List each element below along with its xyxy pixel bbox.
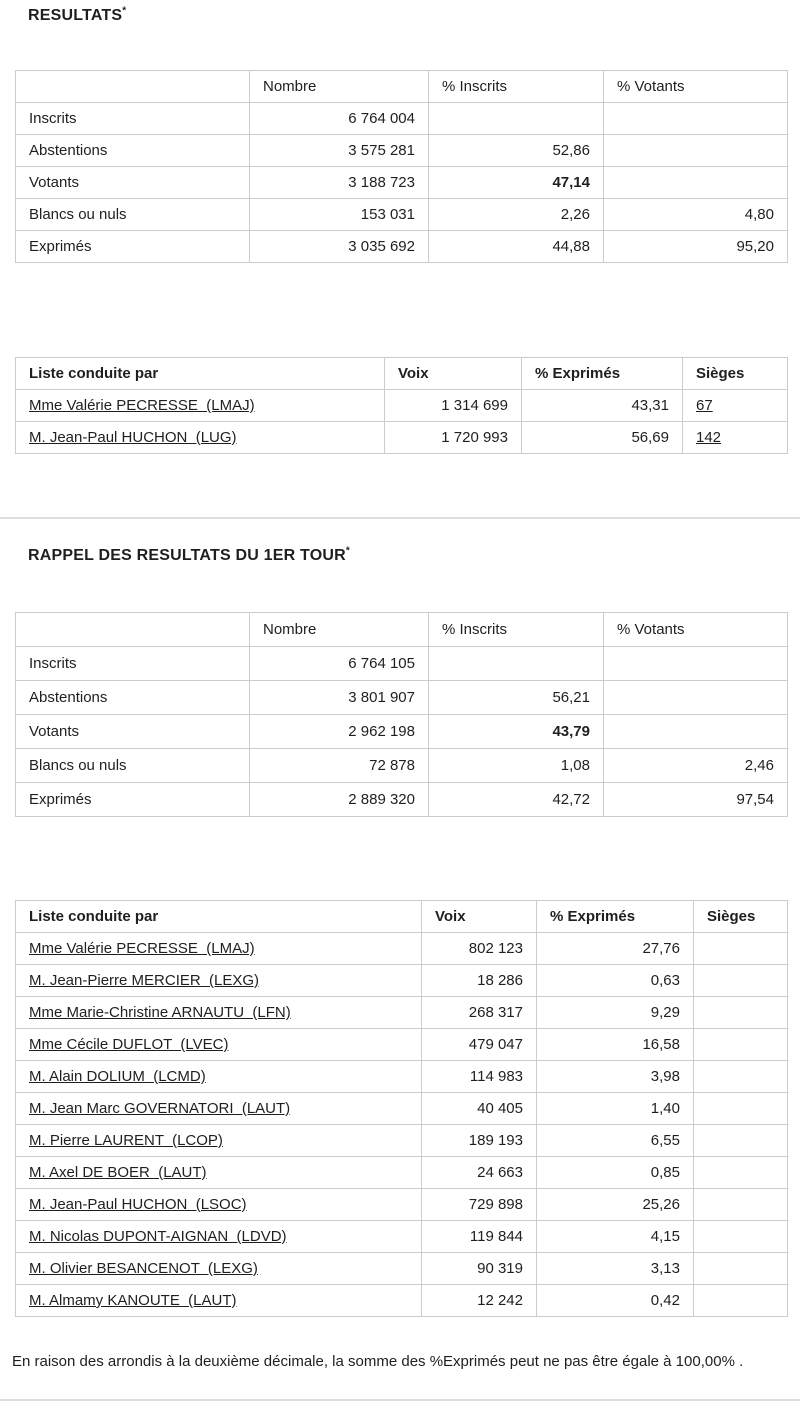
table-row [16,1093,788,1125]
col-header-voix: Voix [385,358,522,390]
pct-exprimes-cell: 0,63 [537,965,694,997]
pct-exprimes-cell: 3,98 [537,1061,694,1093]
col-header-sieges: Sièges [694,901,788,933]
results-summary-table [15,70,788,263]
table-row [16,1253,788,1285]
candidate-link[interactable]: M. Nicolas DUPONT-AIGNAN (LDVD) [29,1228,287,1245]
sieges-cell [694,1221,788,1253]
table-row [16,1157,788,1189]
first-round-heading [28,547,350,565]
table-row [16,135,788,167]
voix-cell: 90 319 [422,1253,537,1285]
pct-exprimes-cell: 9,29 [537,997,694,1029]
col-header-liste: Liste conduite par [16,901,422,933]
pct-inscrits-cell: 43,79 [429,715,604,749]
pct-votants-cell: 2,46 [604,749,788,783]
voix-cell: 119 844 [422,1221,537,1253]
first-round-heading-asterisk: * [345,545,350,557]
nombre-cell: 72 878 [250,749,429,783]
pct-votants-cell [604,103,788,135]
candidate-cell [16,997,422,1029]
table-row [16,681,788,715]
candidate-link[interactable]: M. Jean-Pierre MERCIER (LEXG) [29,972,260,989]
row-label-cell: Abstentions [16,681,250,715]
col-header-pct-votants: % Votants [604,71,788,103]
table-row [16,1125,788,1157]
sieges-cell [694,1285,788,1317]
section-divider [0,517,800,519]
nombre-cell: 3 035 692 [250,231,429,263]
nombre-cell: 153 031 [250,199,429,231]
col-header-liste: Liste conduite par [16,358,385,390]
candidate-cell [16,1061,422,1093]
table-row [16,199,788,231]
results-lists-table [15,357,788,454]
candidate-link[interactable]: Mme Marie-Christine ARNAUTU (LFN) [29,1004,291,1021]
table-header-row [16,71,788,103]
results-heading-text: RESULTATS [28,7,123,24]
candidate-cell [16,1125,422,1157]
candidate-cell [16,422,385,454]
col-header-pct-exprimes: % Exprimés [537,901,694,933]
candidate-cell [16,1189,422,1221]
candidate-link[interactable]: Mme Valérie PECRESSE (LMAJ) [29,940,255,957]
sieges-cell [694,1125,788,1157]
pct-exprimes-cell: 56,69 [522,422,683,454]
candidate-link[interactable]: M. Pierre LAURENT (LCOP) [29,1132,223,1149]
sieges-cell [694,933,788,965]
table-row [16,783,788,817]
candidate-cell [16,965,422,997]
pct-votants-cell [604,647,788,681]
candidate-link[interactable]: M. Alain DOLIUM (LCMD) [29,1068,206,1085]
table-row [16,1221,788,1253]
nombre-cell: 2 889 320 [250,783,429,817]
voix-cell: 802 123 [422,933,537,965]
row-label-cell: Abstentions [16,135,250,167]
table-row [16,749,788,783]
sieges-link[interactable]: 142 [696,429,722,446]
candidate-link[interactable]: M. Axel DE BOER (LAUT) [29,1164,207,1181]
candidate-link[interactable]: M. Jean Marc GOVERNATORI (LAUT) [29,1100,291,1117]
voix-cell: 189 193 [422,1125,537,1157]
candidate-cell [16,1157,422,1189]
pct-votants-cell: 97,54 [604,783,788,817]
pct-votants-cell [604,135,788,167]
pct-inscrits-cell: 47,14 [429,167,604,199]
results-heading [28,7,126,25]
empty-header-cell [16,71,250,103]
col-header-pct-votants: % Votants [604,613,788,647]
sieges-link[interactable]: 67 [696,397,713,414]
col-header-pct-exprimes: % Exprimés [522,358,683,390]
pct-inscrits-cell [429,103,604,135]
pct-inscrits-cell: 44,88 [429,231,604,263]
first-round-heading-text: RAPPEL DES RESULTATS DU 1ER TOUR [28,547,346,564]
candidate-link[interactable]: M. Olivier BESANCENOT (LEXG) [29,1260,258,1277]
sieges-cell [694,1061,788,1093]
pct-exprimes-cell: 16,58 [537,1029,694,1061]
candidate-link[interactable]: M. Jean-Paul HUCHON (LSOC) [29,1196,247,1213]
bottom-divider [0,1399,800,1401]
table-row [16,1061,788,1093]
pct-votants-cell [604,167,788,199]
candidate-cell [16,1285,422,1317]
nombre-cell: 6 764 105 [250,647,429,681]
sieges-cell [694,1253,788,1285]
voix-cell: 24 663 [422,1157,537,1189]
voix-cell: 479 047 [422,1029,537,1061]
sieges-cell [694,965,788,997]
pct-inscrits-cell: 2,26 [429,199,604,231]
sieges-cell [683,422,788,454]
voix-cell: 1 314 699 [385,390,522,422]
table-row [16,103,788,135]
pct-votants-cell: 95,20 [604,231,788,263]
col-header-nombre: Nombre [250,71,429,103]
candidate-link[interactable]: Mme Cécile DUFLOT (LVEC) [29,1036,229,1053]
nombre-cell: 3 575 281 [250,135,429,167]
row-label-cell: Blancs ou nuls [16,199,250,231]
col-header-nombre: Nombre [250,613,429,647]
first-round-summary-table [15,612,788,817]
sieges-cell [694,997,788,1029]
candidate-link[interactable]: M. Jean-Paul HUCHON (LUG) [29,429,237,446]
results-heading-asterisk: * [122,5,127,17]
row-label-cell: Votants [16,715,250,749]
voix-cell: 18 286 [422,965,537,997]
candidate-cell [16,390,385,422]
pct-votants-cell [604,681,788,715]
pct-votants-cell [604,715,788,749]
voix-cell: 12 242 [422,1285,537,1317]
pct-exprimes-cell: 3,13 [537,1253,694,1285]
pct-inscrits-cell: 42,72 [429,783,604,817]
empty-header-cell [16,613,250,647]
rounding-footnote: En raison des arrondis à la deuxième décimale, la somme des %Exprimés peut ne pas être égale à 100,00% . [12,1353,744,1370]
col-header-sieges: Sièges [683,358,788,390]
sieges-cell [694,1029,788,1061]
table-row [16,231,788,263]
table-row [16,422,788,454]
pct-exprimes-cell: 6,55 [537,1125,694,1157]
pct-inscrits-cell: 56,21 [429,681,604,715]
pct-votants-cell: 4,80 [604,199,788,231]
table-row [16,965,788,997]
sieges-cell [694,1093,788,1125]
sieges-cell [694,1189,788,1221]
col-header-pct-inscrits: % Inscrits [429,613,604,647]
table-header-row [16,358,788,390]
table-row [16,390,788,422]
nombre-cell: 3 801 907 [250,681,429,715]
pct-exprimes-cell: 43,31 [522,390,683,422]
row-label-cell: Blancs ou nuls [16,749,250,783]
pct-exprimes-cell: 4,15 [537,1221,694,1253]
nombre-cell: 6 764 004 [250,103,429,135]
voix-cell: 268 317 [422,997,537,1029]
table-header-row [16,901,788,933]
pct-exprimes-cell: 25,26 [537,1189,694,1221]
table-row [16,1029,788,1061]
row-label-cell: Inscrits [16,103,250,135]
nombre-cell: 3 188 723 [250,167,429,199]
pct-exprimes-cell: 27,76 [537,933,694,965]
candidate-link[interactable]: Mme Valérie PECRESSE (LMAJ) [29,397,255,414]
pct-exprimes-cell: 0,42 [537,1285,694,1317]
row-label-cell: Votants [16,167,250,199]
candidate-cell [16,1221,422,1253]
candidate-cell [16,1093,422,1125]
pct-exprimes-cell: 1,40 [537,1093,694,1125]
pct-inscrits-cell [429,647,604,681]
voix-cell: 40 405 [422,1093,537,1125]
col-header-voix: Voix [422,901,537,933]
voix-cell: 1 720 993 [385,422,522,454]
voix-cell: 729 898 [422,1189,537,1221]
candidate-cell [16,1253,422,1285]
row-label-cell: Exprimés [16,231,250,263]
table-row [16,1285,788,1317]
pct-inscrits-cell: 1,08 [429,749,604,783]
row-label-cell: Exprimés [16,783,250,817]
candidate-link[interactable]: M. Almamy KANOUTE (LAUT) [29,1292,237,1309]
voix-cell: 114 983 [422,1061,537,1093]
table-row [16,167,788,199]
candidate-cell [16,933,422,965]
col-header-pct-inscrits: % Inscrits [429,71,604,103]
table-row [16,933,788,965]
nombre-cell: 2 962 198 [250,715,429,749]
table-header-row [16,613,788,647]
first-round-lists-table [15,900,788,1317]
table-row [16,1189,788,1221]
table-row [16,647,788,681]
pct-exprimes-cell: 0,85 [537,1157,694,1189]
sieges-cell [683,390,788,422]
candidate-cell [16,1029,422,1061]
sieges-cell [694,1157,788,1189]
table-row [16,997,788,1029]
row-label-cell: Inscrits [16,647,250,681]
pct-inscrits-cell: 52,86 [429,135,604,167]
table-row [16,715,788,749]
